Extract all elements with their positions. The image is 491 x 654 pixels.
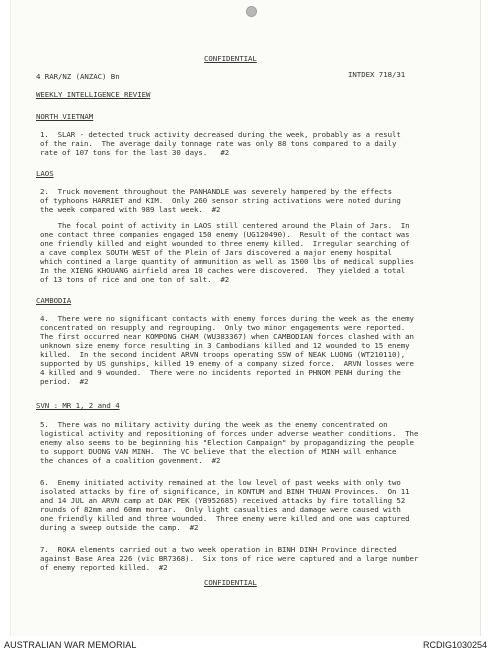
footer-record-id: RCDIG1030254	[422, 640, 487, 650]
punch-hole	[246, 6, 257, 17]
para-4-line-5: killed. In the second incident ARVN troops operating SSW of NEAK LUONG (WT210110),	[40, 350, 406, 359]
unit-line: 4 RAR/NZ (ANZAC) Bn	[36, 72, 120, 81]
para-6-line-3: and 14 JUL an ARVN camp at DAK PEK (YB952685) received attacks by fire totalling 52	[40, 496, 406, 505]
index-line: INTDEX 718/31	[348, 70, 406, 79]
para-5-line-2: logistical activity and repositioning of forces under adverse weather conditions. The	[40, 429, 419, 438]
para-2-line-2: of typhoons HARRIET and KIM. Only 260 sensor string activations were noted during	[40, 196, 401, 205]
classification-top: CONFIDENTIAL	[204, 54, 257, 63]
para-5-line-3: enemy also seems to be beginning his "Election Campaign" by propagandizing the people	[40, 438, 414, 447]
para-6-line-6: during a sweep outside the camp. #2	[40, 523, 199, 532]
para-7-line-3: of enemy reported killed. #2	[40, 563, 168, 572]
classification-bottom: CONFIDENTIAL	[204, 578, 257, 587]
heading-laos: LAOS	[36, 169, 54, 178]
para-7-line-2: against Base Area 226 (vic BR7368). Six tons of rice were captured and a large number	[40, 554, 419, 563]
heading-cambodia: CAMBODIA	[36, 296, 72, 305]
heading-north-vietnam: NORTH VIETNAM	[36, 112, 94, 121]
para-6-line-2: isolated attacks by fire of significance, in KONTUM and BINH THUAN Provinces. On 11	[40, 487, 410, 496]
footer-source: AUSTRALIAN WAR MEMORIAL	[4, 640, 137, 650]
para-3-line-1: The focal point of activity in LAOS still centered around the Plain of Jars. In	[40, 221, 410, 230]
para-4-line-2: concentrated on resupply and regrouping. Only two minor engagements were reported.	[40, 323, 406, 332]
archive-footer	[0, 636, 491, 654]
para-3-line-2: one contact three companies engaged 150 enemy (UG120490). Result of the contact was	[40, 230, 410, 239]
para-5-line-4: to support DUONG VAN MINH. The VC believe that the election of MINH will enhance	[40, 447, 397, 456]
para-6-line-5: one friendly killed and three wounded. Three enemy were killed and one was captured	[40, 514, 410, 523]
document-page	[10, 0, 481, 636]
para-4-line-8: period. #2	[40, 377, 89, 386]
para-3-line-3: one friendly killed and eight wounded to three enemy killed. Irregular searching of	[40, 239, 410, 248]
para-3-line-5: which contined a large quantity of ammunition as well as 1500 lbs of medical supplies	[40, 257, 414, 266]
para-7-line-1: 7. ROKA elements carried out a two week operation in BINH DINH Province directed	[40, 545, 397, 554]
para-4-line-1: 4. There were no significant contacts with enemy forces during the week as the enemy	[40, 314, 414, 323]
para-1-line-2: of the rain. The average daily tonnage rate was only 88 tons compared to a daily	[40, 139, 397, 148]
para-3-line-7: of 13 tons of rice and one ton of salt. #2	[40, 275, 230, 284]
para-3-line-4: a cave complex SOUTH WEST of the Plein of Jars discovered a major enemy hospital	[40, 248, 392, 257]
para-1-line-3: rate of 107 tons for the last 30 days. #2	[40, 148, 230, 157]
para-2-line-3: the week compared with 989 last week. #2	[40, 205, 221, 214]
para-5-line-1: 5. There was no military activity during the week as the enemy concentrated on	[40, 420, 388, 429]
para-4-line-3: The first occurred near KOMPONG CHAM (WU383367) when CAMBODIAN forces clashed with an	[40, 332, 414, 341]
para-4-line-4: unknown size enemy force resulting in 3 Cambodians killed and 12 wounded to 15 enemy	[40, 341, 410, 350]
heading-svn: SVN : MR 1, 2 and 4	[36, 401, 120, 410]
para-5-line-5: the chances of a coalition govenment. #2	[40, 456, 221, 465]
para-3-line-6: In the XIENG KHOUANG airfield area 10 caches were discovered. They yielded a total	[40, 266, 406, 275]
para-6-line-1: 6. Enemy initiated activity remained at the low level of past weeks with only two	[40, 478, 401, 487]
para-4-line-7: 4 killed and 9 wounded. There were no incidents reported in PHNOM PENH during the	[40, 368, 401, 377]
para-4-line-6: supported by US gunships, killed 19 enemy of a company sized force. ARVN losses were	[40, 359, 414, 368]
para-6-line-4: rounds of 82mm and 60mm mortar. Only light casualties and damage were caused with	[40, 505, 401, 514]
para-1-line-1: 1. SLAR - detected truck activity decreased during the week, probably as a result	[40, 130, 401, 139]
review-title: WEEKLY INTELLIGENCE REVIEW	[36, 90, 151, 99]
para-2-line-1: 2. Truck movement throughout the PANHANDLE was severely hampered by the effects	[40, 187, 392, 196]
